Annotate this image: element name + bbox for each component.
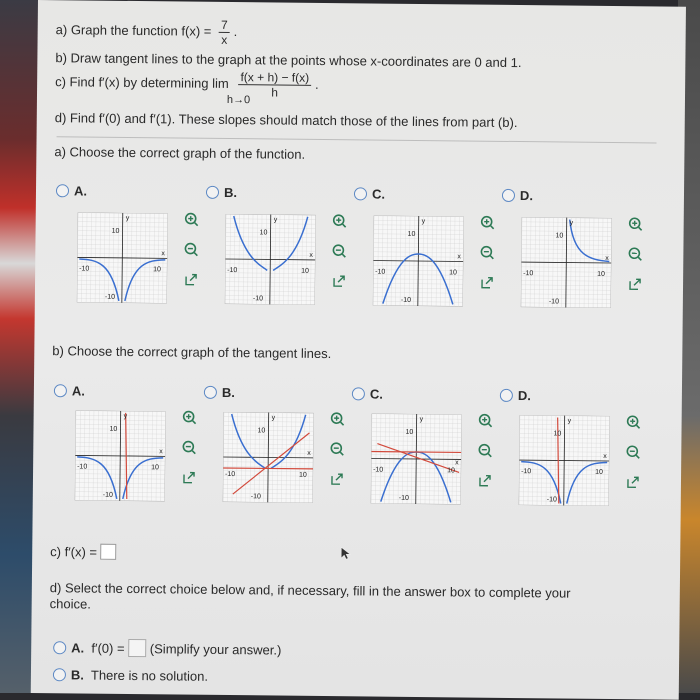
zoom-in-icon[interactable] [628, 216, 644, 232]
svg-text:10: 10 [259, 229, 268, 237]
svg-text:10: 10 [301, 267, 310, 275]
part-d-choice-b[interactable]: B. There is no solution. [53, 667, 208, 684]
difference-quotient: $\frac{f(x + h) - f(x)}{h}$ [238, 70, 311, 100]
part-d-prompt: d) Select the correct choice below and, if necessary, fill in the answer box to complete your choice. [49, 580, 571, 612]
svg-text:-10: -10 [250, 493, 261, 501]
svg-text:10: 10 [553, 430, 562, 438]
svg-text:10: 10 [111, 227, 120, 235]
zoom-in-icon[interactable] [480, 215, 496, 231]
part-d-choice-a[interactable]: A. f′(0) = (Simplify your answer.) [53, 638, 281, 658]
svg-text:10: 10 [299, 471, 307, 479]
svg-text:10: 10 [447, 467, 455, 475]
svg-text:-10: -10 [521, 468, 532, 476]
mouse-cursor-icon [340, 546, 352, 560]
popout-icon[interactable] [627, 276, 643, 292]
tools-b1 [331, 213, 352, 303]
part-d-instruction: d) Find f′(0) and f′(1). These slopes should match those of the lines from part (b). [54, 110, 518, 131]
svg-text:10: 10 [153, 266, 162, 274]
svg-text:10: 10 [595, 468, 603, 476]
svg-text:10: 10 [407, 230, 416, 238]
f-prime-zero-answer-box[interactable] [128, 639, 146, 657]
svg-text:x: x [455, 459, 459, 467]
zoom-out-icon[interactable] [181, 440, 197, 456]
part-c-answer-row [50, 543, 117, 560]
tools-a1 [183, 212, 204, 302]
svg-text:y: y [125, 214, 130, 222]
question-panel [31, 0, 686, 700]
svg-text:-10: -10 [375, 268, 386, 276]
svg-text:10: 10 [449, 269, 457, 277]
svg-text:y: y [569, 219, 574, 227]
svg-text:-10: -10 [252, 295, 264, 303]
svg-text:-10: -10 [400, 296, 412, 304]
divider [57, 136, 657, 143]
zoom-in-icon[interactable] [478, 413, 494, 429]
tools-c1 [479, 215, 500, 305]
zoom-in-icon[interactable] [332, 213, 348, 229]
svg-text:10: 10 [151, 464, 159, 472]
svg-text:10: 10 [597, 270, 605, 278]
part-a-prompt: a) Choose the correct graph of the function. [54, 144, 306, 162]
svg-text:x: x [309, 251, 313, 259]
graph-c1[interactable] [373, 216, 464, 307]
graph-b1[interactable] [225, 214, 316, 305]
zoom-in-icon[interactable] [626, 414, 642, 430]
svg-text:10: 10 [109, 425, 118, 433]
tools-c2 [477, 413, 498, 503]
svg-text:x: x [457, 253, 461, 261]
svg-text:-10: -10 [225, 470, 236, 479]
graph-a1[interactable] [77, 212, 168, 303]
popout-icon[interactable] [331, 273, 347, 289]
part-a-instruction: a) Graph the function f(x) = $\frac{7}{x}$ . [55, 17, 238, 47]
fraction-7-over-x: $\frac{7}{x}$ [219, 18, 230, 47]
option-b-radio-a[interactable]: B. [206, 185, 237, 200]
svg-text:x: x [161, 250, 165, 258]
svg-text:-10: -10 [104, 293, 116, 301]
graph-a2[interactable] [75, 410, 166, 501]
svg-text:y: y [123, 412, 128, 420]
svg-text:y: y [273, 216, 278, 224]
svg-text:-10: -10 [373, 466, 384, 474]
svg-text:-10: -10 [546, 496, 557, 504]
option-c-radio-a[interactable]: C. [354, 186, 385, 201]
svg-text:y: y [419, 416, 424, 424]
limit-subscript: h→0 [226, 93, 251, 107]
zoom-out-icon[interactable] [625, 444, 641, 460]
tools-a2 [181, 410, 202, 500]
tools-d2 [625, 414, 646, 504]
part-b-prompt: b) Choose the correct graph of the tangent lines. [52, 343, 332, 362]
option-d-radio-a[interactable]: D. [502, 188, 533, 203]
svg-text:y: y [567, 417, 572, 425]
svg-text:y: y [271, 414, 276, 422]
popout-icon[interactable] [625, 474, 641, 490]
part-b-instruction: b) Draw tangent lines to the graph at the points whose x-coordinates are 0 and 1. [55, 50, 522, 71]
option-d-radio-b[interactable]: D. [500, 388, 531, 403]
zoom-out-icon[interactable] [477, 443, 493, 459]
tools-d1 [627, 216, 648, 306]
svg-text:-10: -10 [548, 298, 560, 306]
svg-text:-10: -10 [77, 463, 88, 471]
svg-text:x: x [603, 452, 607, 460]
zoom-out-icon[interactable] [627, 246, 643, 262]
graph-c2[interactable] [371, 414, 462, 505]
svg-text:10: 10 [257, 427, 266, 435]
svg-text:-10: -10 [227, 266, 238, 275]
popout-icon[interactable] [329, 471, 345, 487]
option-b-radio-b[interactable]: B. [204, 385, 235, 400]
option-c-radio-b[interactable]: C. [352, 386, 383, 401]
svg-text:10: 10 [555, 232, 564, 240]
svg-text:x: x [307, 449, 311, 457]
svg-text:x: x [605, 254, 609, 262]
svg-text:-10: -10 [79, 265, 90, 273]
zoom-out-icon[interactable] [479, 245, 495, 261]
popout-icon[interactable] [181, 470, 197, 486]
zoom-in-icon[interactable] [182, 410, 198, 426]
svg-text:-10: -10 [102, 491, 113, 499]
graph-d1[interactable] [521, 217, 612, 308]
svg-text:10: 10 [405, 428, 414, 436]
svg-text:-10: -10 [523, 270, 534, 278]
popout-icon[interactable] [477, 473, 493, 489]
svg-text:-10: -10 [398, 494, 409, 502]
graph-b2[interactable] [223, 412, 314, 503]
zoom-in-icon[interactable] [184, 212, 200, 228]
zoom-in-icon[interactable] [330, 411, 346, 427]
svg-text:y: y [421, 218, 426, 226]
derivative-answer-box[interactable] [101, 544, 117, 560]
part-c-instruction: c) Find f′(x) by determining lim $\frac{f(x + h) - f(x)}{h}$ . [55, 70, 319, 100]
popout-icon[interactable] [479, 275, 495, 291]
part-c-label: c) f′(x) = [50, 544, 98, 560]
option-a-radio-b[interactable]: A. [54, 383, 85, 398]
popout-icon[interactable] [183, 272, 199, 288]
zoom-out-icon[interactable] [331, 243, 347, 259]
zoom-out-icon[interactable] [329, 441, 345, 457]
zoom-out-icon[interactable] [183, 242, 199, 258]
tools-b2 [329, 411, 350, 501]
graph-d2[interactable] [519, 415, 610, 506]
svg-text:x: x [159, 448, 163, 456]
option-a-radio-a[interactable]: A. [56, 183, 87, 198]
